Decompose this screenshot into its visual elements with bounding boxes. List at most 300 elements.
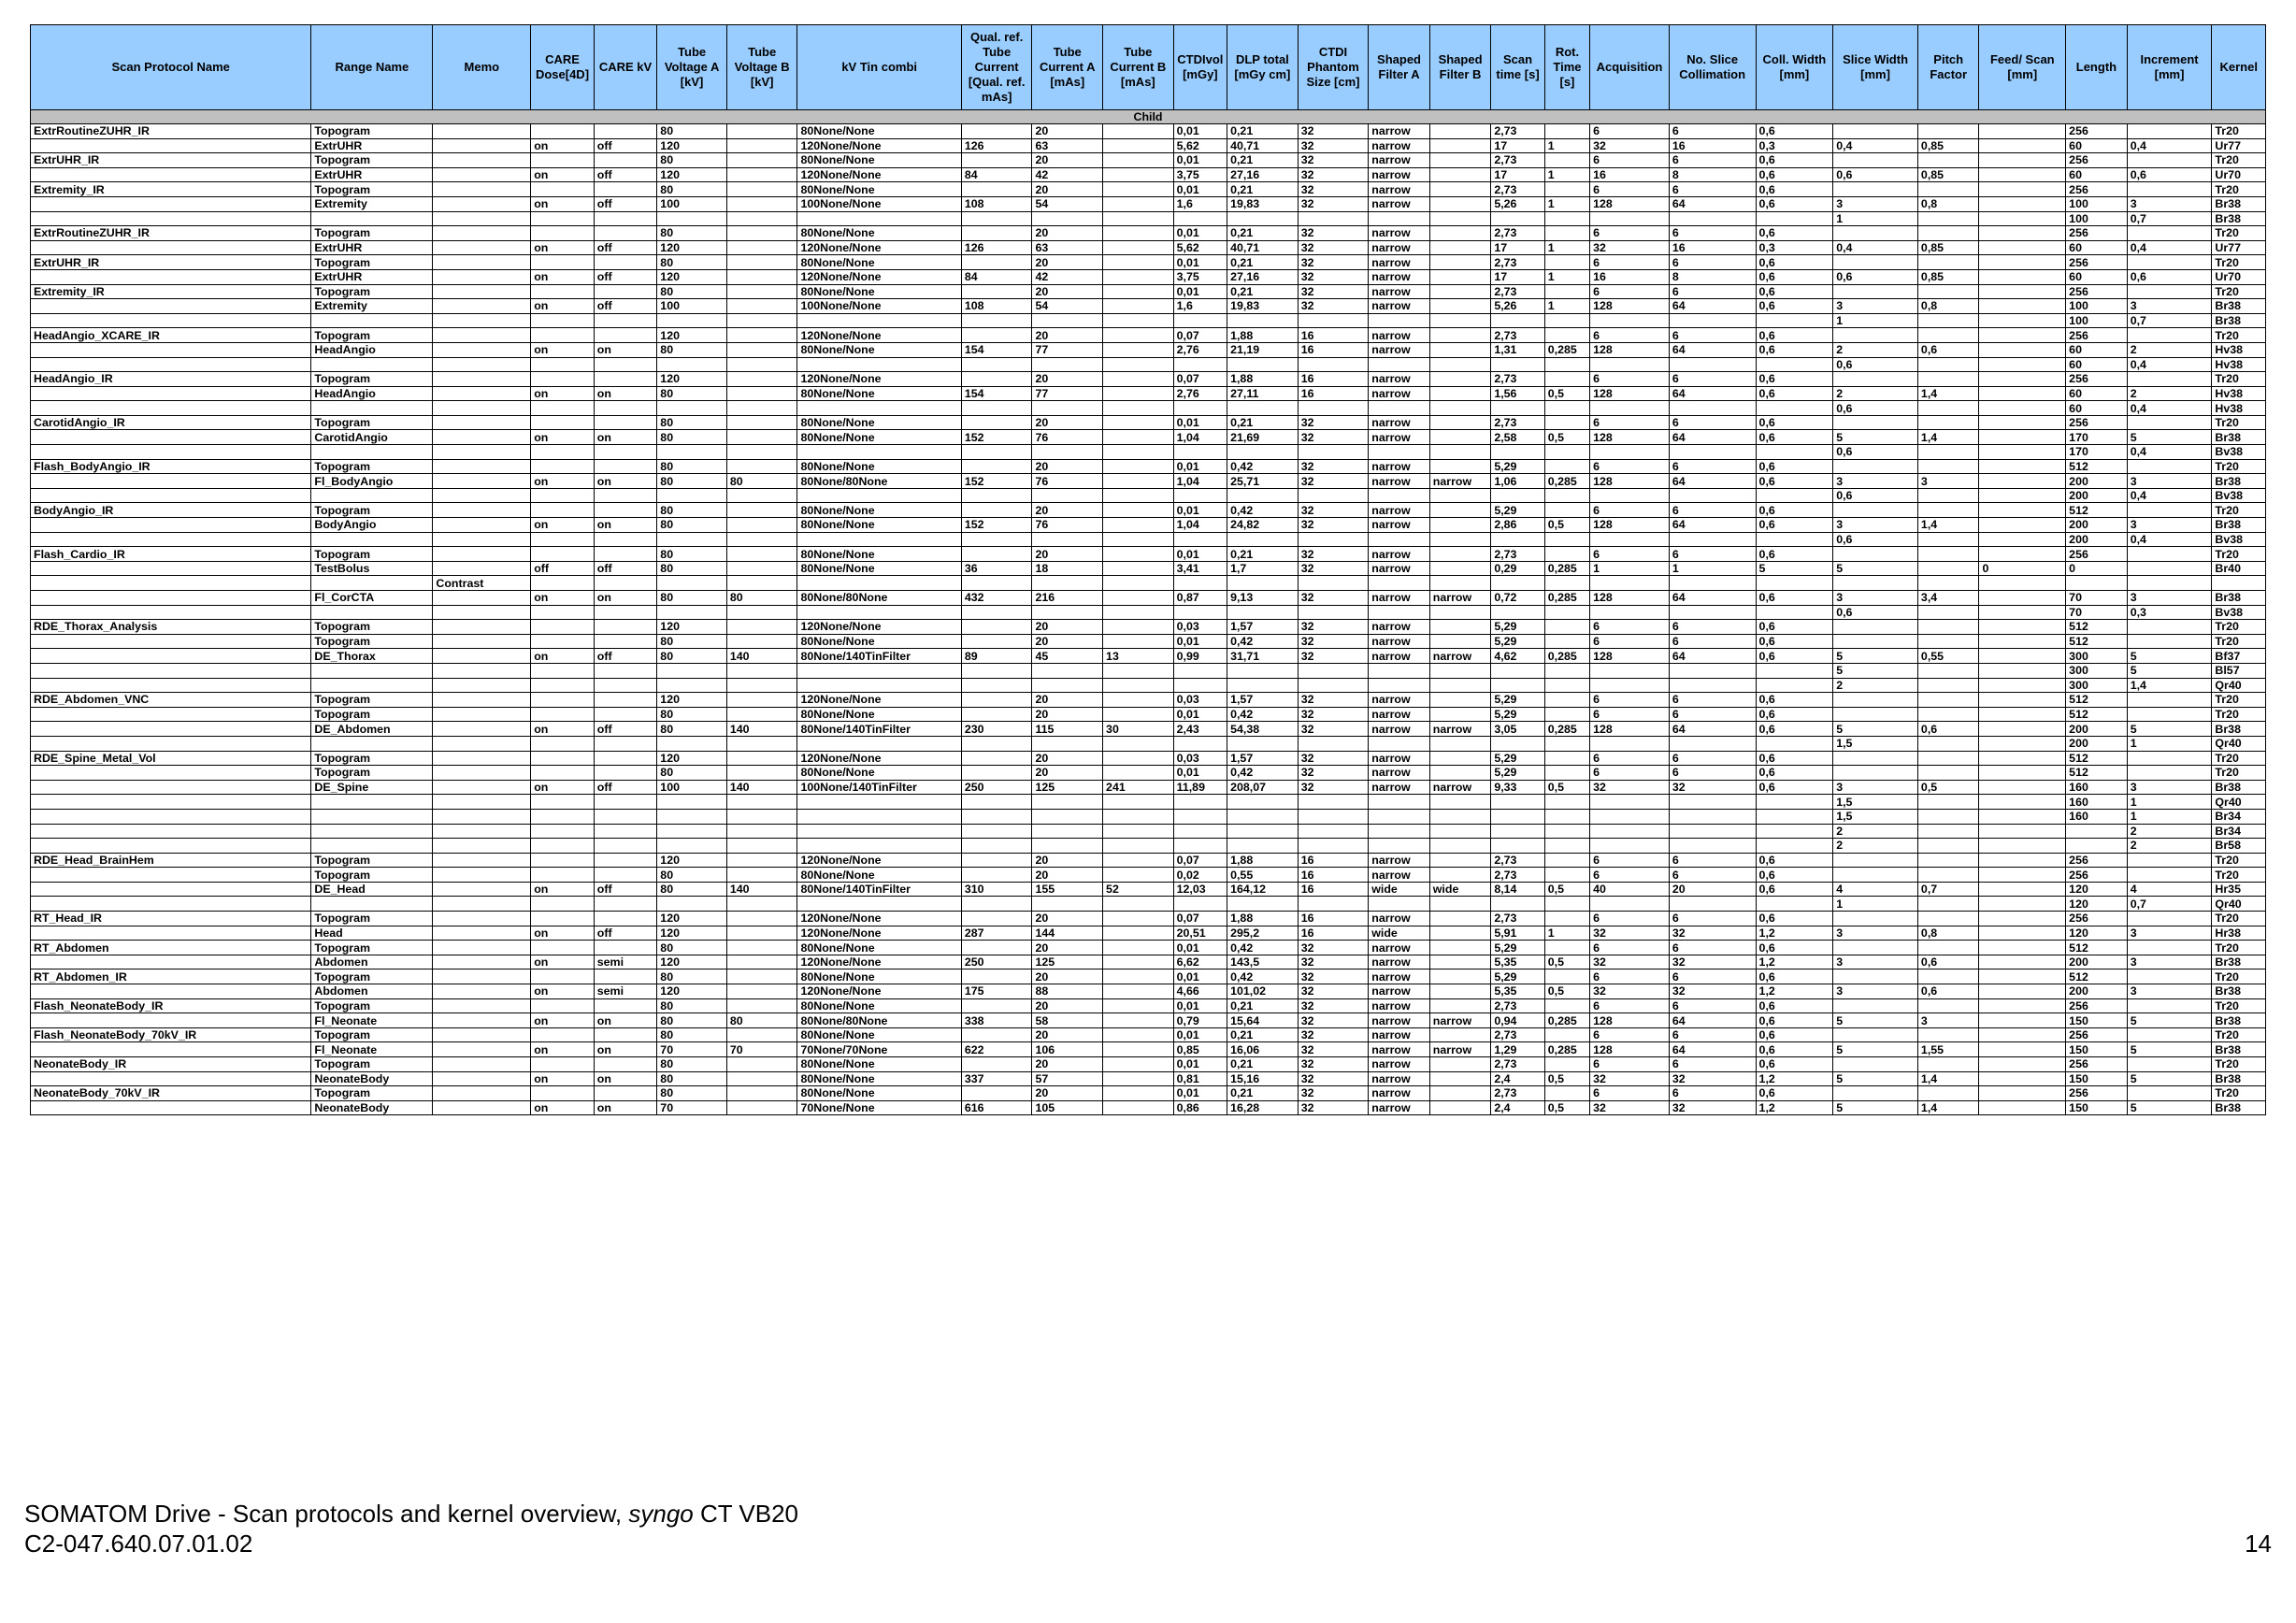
table-cell: 0,87 <box>1173 591 1227 606</box>
table-cell: 32 <box>1298 284 1369 299</box>
table-cell: Hr38 <box>2212 926 2266 941</box>
table-cell: 0,5 <box>1917 780 1979 795</box>
table-cell: ExtrRoutineZUHR_IR <box>31 226 311 241</box>
table-cell: 58 <box>1032 1013 1103 1028</box>
table-cell: 150 <box>2066 1042 2128 1057</box>
table-row <box>31 561 2266 576</box>
table-row <box>31 415 2266 430</box>
table-cell: on <box>531 591 595 606</box>
table-cell: Flash_NeonateBody_70kV_IR <box>31 1027 311 1042</box>
table-cell: 0,285 <box>1544 342 1589 357</box>
table-cell <box>311 897 433 912</box>
table-cell <box>1491 736 1544 751</box>
table-cell <box>1669 211 1756 226</box>
table-cell: 0,4 <box>2127 401 2212 416</box>
table-cell: 2 <box>1833 839 1918 854</box>
table-row <box>31 707 2266 722</box>
table-cell <box>1103 693 1174 708</box>
table-cell <box>531 284 595 299</box>
table-cell: 80None/140TinFilter <box>797 882 961 897</box>
table-cell <box>1544 707 1589 722</box>
table-cell: 70 <box>657 1100 727 1115</box>
table-cell <box>1979 868 2066 883</box>
table-cell: 16 <box>1298 853 1369 868</box>
table-cell: 0,03 <box>1173 620 1227 635</box>
table-cell <box>1544 824 1589 839</box>
table-cell: 0,5 <box>1544 1100 1589 1115</box>
table-cell <box>1298 839 1369 854</box>
table-cell: Topogram <box>311 226 433 241</box>
table-cell: 0,6 <box>1756 269 1833 284</box>
table-cell: RDE_Head_BrainHem <box>31 853 311 868</box>
table-cell <box>433 532 531 547</box>
table-cell <box>726 926 797 941</box>
table-cell <box>1756 313 1833 328</box>
table-cell: 80 <box>657 882 727 897</box>
table-cell: 80None/None <box>797 226 961 241</box>
table-cell <box>1103 1057 1174 1072</box>
table-cell: 76 <box>1032 518 1103 533</box>
table-cell <box>1544 634 1589 649</box>
table-cell <box>433 153 531 168</box>
table-cell: Hv38 <box>2212 386 2266 401</box>
table-cell <box>1979 663 2066 678</box>
table-cell: 20 <box>1032 912 1103 926</box>
table-cell: 20 <box>1032 751 1103 766</box>
table-cell <box>1369 897 1430 912</box>
table-row <box>31 620 2266 635</box>
table-cell: 80None/140TinFilter <box>797 722 961 737</box>
table-cell: 36 <box>961 561 1032 576</box>
table-cell <box>1669 445 1756 460</box>
table-cell <box>797 605 961 620</box>
table-cell <box>1669 488 1756 503</box>
table-cell: 0,7 <box>2127 313 2212 328</box>
table-cell <box>961 401 1032 416</box>
table-cell <box>1491 809 1544 824</box>
table-cell: narrow <box>1429 780 1491 795</box>
table-cell <box>433 1086 531 1101</box>
table-cell: Topogram <box>311 766 433 781</box>
table-cell: 40,71 <box>1227 138 1299 153</box>
table-cell: 1,2 <box>1756 955 1833 969</box>
table-cell <box>1917 707 1979 722</box>
table-cell: 80 <box>657 561 727 576</box>
table-cell: 4,62 <box>1491 649 1544 664</box>
table-cell <box>311 824 433 839</box>
table-cell: 64 <box>1669 196 1756 211</box>
table-cell <box>1979 955 2066 969</box>
table-cell: 6 <box>1669 998 1756 1013</box>
table-cell <box>1917 211 1979 226</box>
table-cell: 154 <box>961 386 1032 401</box>
table-cell <box>1917 678 1979 693</box>
table-cell <box>1979 211 2066 226</box>
table-cell <box>961 912 1032 926</box>
table-cell: Br38 <box>2212 591 2266 606</box>
table-cell: Qr40 <box>2212 795 2266 810</box>
table-cell: 6 <box>1669 634 1756 649</box>
table-cell: 1 <box>2127 736 2212 751</box>
table-cell <box>31 1013 311 1028</box>
table-cell: 42 <box>1032 167 1103 182</box>
table-cell: 5 <box>2127 1100 2212 1115</box>
table-cell: 0,6 <box>1756 153 1833 168</box>
table-cell: 1,06 <box>1491 474 1544 489</box>
table-cell: Topogram <box>311 751 433 766</box>
table-cell: Topogram <box>311 868 433 883</box>
table-cell <box>311 605 433 620</box>
table-cell: narrow <box>1369 693 1430 708</box>
table-cell <box>433 124 531 139</box>
table-cell <box>31 707 311 722</box>
table-cell <box>531 1027 595 1042</box>
table-cell: Extremity <box>311 299 433 314</box>
table-cell <box>1103 138 1174 153</box>
table-cell <box>1544 313 1589 328</box>
table-cell: Bv38 <box>2212 488 2266 503</box>
table-cell <box>594 153 657 168</box>
table-cell: HeadAngio_XCARE_IR <box>31 328 311 343</box>
table-cell: 70 <box>657 1042 727 1057</box>
table-cell: 1,88 <box>1227 912 1299 926</box>
table-cell: 32 <box>1298 518 1369 533</box>
table-cell <box>1756 605 1833 620</box>
table-cell <box>1429 328 1491 343</box>
table-cell: 64 <box>1669 1013 1756 1028</box>
table-cell: 0,6 <box>1756 649 1833 664</box>
table-cell: 20 <box>1669 882 1756 897</box>
table-cell <box>1429 984 1491 999</box>
table-cell <box>594 226 657 241</box>
table-cell <box>1979 415 2066 430</box>
table-cell: 4,66 <box>1173 984 1227 999</box>
table-cell: 4 <box>1833 882 1918 897</box>
table-cell: 6 <box>1669 969 1756 984</box>
table-cell: Ur77 <box>2212 240 2266 255</box>
table-cell <box>531 401 595 416</box>
table-cell <box>1979 1057 2066 1072</box>
table-cell <box>1544 226 1589 241</box>
table-cell <box>594 313 657 328</box>
table-cell: 256 <box>2066 372 2128 387</box>
table-cell <box>433 912 531 926</box>
table-cell: 0,21 <box>1227 124 1299 139</box>
table-cell <box>1979 182 2066 197</box>
table-cell <box>1979 795 2066 810</box>
table-cell <box>961 736 1032 751</box>
table-cell: 512 <box>2066 751 2128 766</box>
table-cell <box>1173 211 1227 226</box>
table-cell: 0,01 <box>1173 255 1227 270</box>
table-cell <box>797 824 961 839</box>
table-cell: ExtrUHR <box>311 240 433 255</box>
table-cell: DE_Abdomen <box>311 722 433 737</box>
table-cell <box>1979 226 2066 241</box>
table-cell: Tr20 <box>2212 693 2266 708</box>
table-cell: 512 <box>2066 459 2128 474</box>
table-cell <box>1429 693 1491 708</box>
table-cell: 60 <box>2066 401 2128 416</box>
table-cell <box>311 809 433 824</box>
table-cell <box>1298 809 1369 824</box>
table-cell <box>1669 839 1756 854</box>
table-cell <box>726 372 797 387</box>
table-cell <box>1298 678 1369 693</box>
table-cell <box>31 561 311 576</box>
table-cell <box>726 153 797 168</box>
table-cell: Tr20 <box>2212 503 2266 518</box>
table-cell: 20 <box>1032 255 1103 270</box>
footer-document-code: C2-047.640.07.01.02 <box>24 1530 253 1558</box>
table-cell <box>433 255 531 270</box>
table-cell <box>1491 532 1544 547</box>
table-cell <box>1917 1086 1979 1101</box>
table-cell <box>433 984 531 999</box>
table-cell <box>1979 299 2066 314</box>
table-cell: 2,73 <box>1491 1057 1544 1072</box>
table-cell <box>1103 445 1174 460</box>
table-cell <box>31 211 311 226</box>
table-cell <box>1756 897 1833 912</box>
table-cell: Br40 <box>2212 561 2266 576</box>
table-cell: 3,75 <box>1173 167 1227 182</box>
table-cell: 120None/None <box>797 372 961 387</box>
table-cell <box>1917 255 1979 270</box>
table-cell: 3,4 <box>1917 591 1979 606</box>
table-cell <box>961 693 1032 708</box>
table-cell <box>1833 693 1918 708</box>
table-cell <box>531 824 595 839</box>
table-cell: 200 <box>2066 532 2128 547</box>
table-cell: 0,02 <box>1173 868 1227 883</box>
table-cell: 3 <box>1833 926 1918 941</box>
table-cell: 32 <box>1590 984 1670 999</box>
table-cell <box>797 313 961 328</box>
table-cell: 16 <box>1298 386 1369 401</box>
table-cell <box>961 547 1032 562</box>
table-cell: 120None/None <box>797 620 961 635</box>
table-header <box>31 25 2266 110</box>
table-cell: 54 <box>1032 196 1103 211</box>
table-cell: 32 <box>1298 474 1369 489</box>
table-cell: narrow <box>1369 868 1430 883</box>
table-cell: 27,11 <box>1227 386 1299 401</box>
table-cell: 512 <box>2066 503 2128 518</box>
table-cell: narrow <box>1369 591 1430 606</box>
table-cell <box>1227 401 1299 416</box>
table-cell <box>1103 941 1174 955</box>
table-cell: NeonateBody <box>311 1100 433 1115</box>
table-cell <box>961 678 1032 693</box>
table-cell: 0,285 <box>1544 722 1589 737</box>
table-cell <box>594 736 657 751</box>
table-row <box>31 255 2266 270</box>
table-cell <box>594 401 657 416</box>
table-cell <box>594 284 657 299</box>
table-cell: semi <box>594 955 657 969</box>
table-cell <box>433 518 531 533</box>
table-cell: 3 <box>1917 1013 1979 1028</box>
table-cell: 1 <box>1833 313 1918 328</box>
table-cell: 0,21 <box>1227 284 1299 299</box>
table-cell: Flash_Cardio_IR <box>31 547 311 562</box>
table-cell <box>961 226 1032 241</box>
table-row <box>31 372 2266 387</box>
table-cell: 64 <box>1669 518 1756 533</box>
table-cell <box>1103 211 1174 226</box>
table-cell <box>1833 751 1918 766</box>
column-header: Range Name <box>311 25 433 110</box>
table-cell <box>311 445 433 460</box>
table-cell <box>1979 1071 2066 1086</box>
table-cell <box>726 663 797 678</box>
table-cell: 6 <box>1590 634 1670 649</box>
table-cell <box>2127 1027 2212 1042</box>
table-cell: 57 <box>1032 1071 1103 1086</box>
table-cell: 6 <box>1669 182 1756 197</box>
table-cell: 5 <box>2127 1013 2212 1028</box>
table-cell <box>1429 736 1491 751</box>
table-cell: 2,73 <box>1491 284 1544 299</box>
table-cell: 32 <box>1298 196 1369 211</box>
table-cell <box>594 182 657 197</box>
table-cell: off <box>594 561 657 576</box>
table-cell: 15,64 <box>1227 1013 1299 1028</box>
table-cell: Fl_Neonate <box>311 1013 433 1028</box>
table-cell <box>1227 678 1299 693</box>
table-cell <box>1103 299 1174 314</box>
table-cell <box>797 839 961 854</box>
table-cell <box>1979 313 2066 328</box>
table-cell: 80None/None <box>797 1057 961 1072</box>
table-cell: 2,73 <box>1491 415 1544 430</box>
table-cell: 5 <box>1833 561 1918 576</box>
table-cell: 0,6 <box>1756 372 1833 387</box>
table-cell <box>657 663 727 678</box>
table-cell: 0,01 <box>1173 969 1227 984</box>
table-cell: 2,73 <box>1491 547 1544 562</box>
table-cell: semi <box>594 984 657 999</box>
table-cell <box>594 1086 657 1101</box>
table-cell <box>1917 561 1979 576</box>
table-cell: 16 <box>1298 342 1369 357</box>
table-cell: 0,21 <box>1227 255 1299 270</box>
table-cell <box>1833 415 1918 430</box>
table-cell <box>1544 809 1589 824</box>
table-cell <box>1429 211 1491 226</box>
table-cell: 200 <box>2066 722 2128 737</box>
table-cell <box>2127 576 2212 591</box>
table-cell: on <box>531 926 595 941</box>
table-cell: 128 <box>1590 474 1670 489</box>
table-cell: 3 <box>2127 591 2212 606</box>
table-cell: 32 <box>1298 1027 1369 1042</box>
table-cell <box>2127 853 2212 868</box>
table-cell <box>31 386 311 401</box>
table-cell <box>726 693 797 708</box>
table-cell: 32 <box>1298 984 1369 999</box>
table-cell: 32 <box>1669 780 1756 795</box>
scan-protocol-table <box>30 24 2266 1115</box>
table-cell <box>31 649 311 664</box>
table-cell <box>1173 795 1227 810</box>
table-cell <box>1544 255 1589 270</box>
table-cell <box>1979 488 2066 503</box>
table-cell: BodyAngio <box>311 518 433 533</box>
table-cell <box>1833 1057 1918 1072</box>
table-cell: 3 <box>1833 780 1918 795</box>
table-cell <box>1544 912 1589 926</box>
table-cell: 32 <box>1298 1086 1369 1101</box>
table-cell: CarotidAngio <box>311 430 433 445</box>
table-row <box>31 226 2266 241</box>
table-cell <box>1429 663 1491 678</box>
table-cell <box>31 766 311 781</box>
table-cell: 16 <box>1298 912 1369 926</box>
table-cell: 40,71 <box>1227 240 1299 255</box>
table-cell <box>594 445 657 460</box>
table-cell <box>311 488 433 503</box>
table-cell: 6,62 <box>1173 955 1227 969</box>
table-cell <box>1369 313 1430 328</box>
table-cell <box>726 196 797 211</box>
table-cell <box>531 226 595 241</box>
table-cell <box>1227 605 1299 620</box>
table-cell: 32 <box>1590 955 1670 969</box>
table-cell: 63 <box>1032 138 1103 153</box>
table-cell: 216 <box>1032 591 1103 606</box>
table-cell: 0,55 <box>1917 649 1979 664</box>
table-cell <box>1429 226 1491 241</box>
table-cell: 2,73 <box>1491 226 1544 241</box>
table-cell: Extremity_IR <box>31 284 311 299</box>
table-cell: 6 <box>1669 868 1756 883</box>
table-cell <box>311 736 433 751</box>
table-row <box>31 1071 2266 1086</box>
table-cell <box>1979 1086 2066 1101</box>
table-cell <box>433 605 531 620</box>
table-cell: 0,21 <box>1227 1057 1299 1072</box>
table-cell: 128 <box>1590 299 1670 314</box>
table-cell <box>1979 196 2066 211</box>
table-cell: 5 <box>1833 649 1918 664</box>
table-cell: wide <box>1429 882 1491 897</box>
table-cell <box>657 576 727 591</box>
table-cell: 1,2 <box>1756 984 1833 999</box>
table-cell <box>433 591 531 606</box>
table-cell <box>1429 998 1491 1013</box>
table-cell: Tr20 <box>2212 998 2266 1013</box>
table-cell <box>1429 415 1491 430</box>
table-cell <box>1833 1027 1918 1042</box>
table-cell <box>1227 576 1299 591</box>
table-row <box>31 969 2266 984</box>
table-cell <box>1103 620 1174 635</box>
table-cell <box>594 415 657 430</box>
table-cell <box>1833 226 1918 241</box>
table-cell: 20 <box>1032 620 1103 635</box>
table-cell <box>531 211 595 226</box>
table-cell <box>531 313 595 328</box>
table-cell: 0,6 <box>1833 532 1918 547</box>
table-cell <box>1917 124 1979 139</box>
table-row <box>31 357 2266 372</box>
table-cell: off <box>594 882 657 897</box>
table-row <box>31 284 2266 299</box>
table-cell <box>961 663 1032 678</box>
table-cell: 6 <box>1590 124 1670 139</box>
